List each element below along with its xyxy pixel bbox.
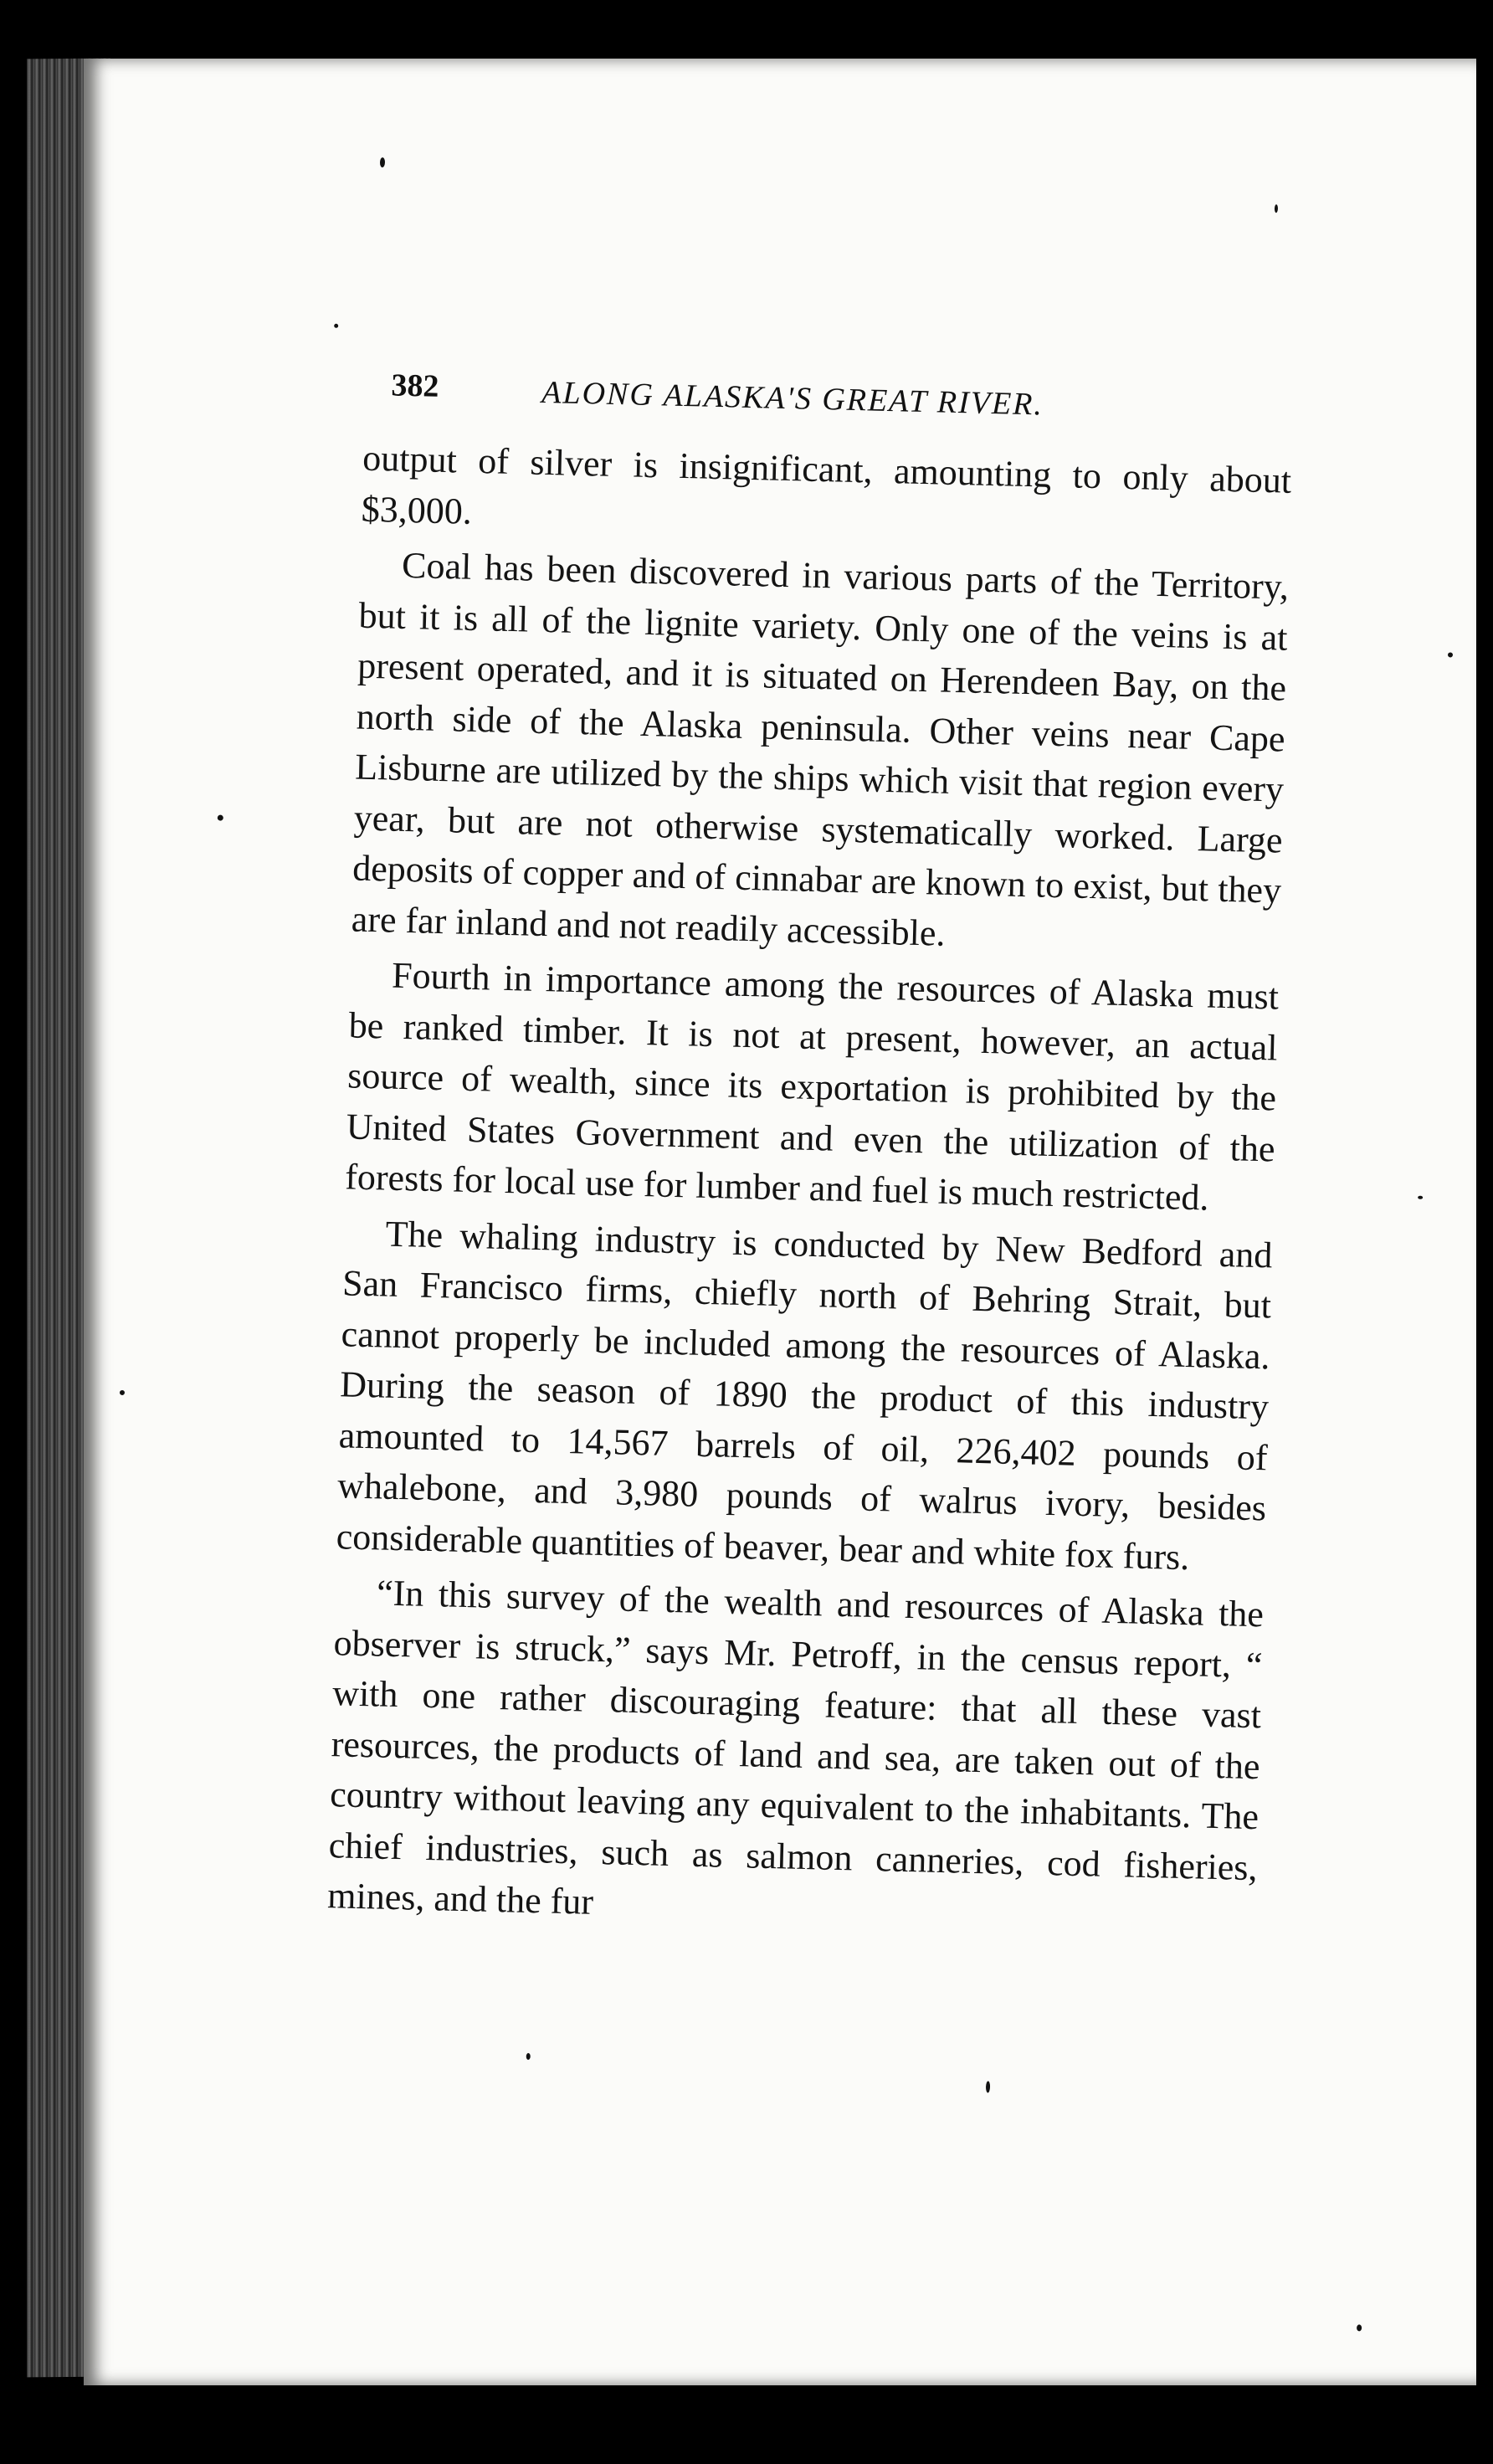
paragraph-petroff-quote: “In this survey of the wealth and resources of Alaska the observer is struck,” says Mr. Petroff, in the census report, “ with one rather discouraging feature: that all these vast resources, the products of land and sea, are taken out of the country without leaving any equivalent to the inhabitants. The chief industries, such as salmon canneries, cod fisheries, mines, and the fur <box>326 1572 1265 1922</box>
book-page <box>84 59 1476 2385</box>
body-text <box>326 434 1291 1949</box>
page-content <box>49 42 1493 2402</box>
page-number: 382 <box>390 367 439 404</box>
paragraph-continued: output of silver is insignificant, amounting to only about $3,000. <box>361 437 1292 532</box>
running-title: ALONG ALASKA'S GREAT RIVER. <box>541 374 1044 423</box>
paragraph-whaling: The whaling industry is conducted by New Bedford and San Francisco firms, chiefly north of Behring Strait, but cannot properly be included among the resources of Alaska. During the season of 1890 the product of this industry amounted to 14,567 barrels of oil, 226,402 pounds of whalebone, and 3,980 pounds of walrus ivory, besides considerable quantities of beaver, bear and white fox furs. <box>336 1213 1274 1578</box>
paragraph-coal: Coal has been discovered in various parts of the Territory, but it is all of the lignite variety. Only one of the veins is at present operated, and it is situated on Herendeen Bay, on the north side of the Alaska peninsula. Other veins near Cape Lisburne are utilized by the ships which visit that region every year, but are not otherwise systematically worked. Large deposits of copper and of cinnabar are known to exist, but they are far inland and not readily accessible. <box>351 544 1290 954</box>
paragraph-timber: Fourth in importance among the resources of Alaska must be ranked timber. It is not at present, however, an actual source of wealth, since its exportation is prohibited by the United States Government and even the utilization of the forests for local use for lumber and fuel is much restricted. <box>344 954 1280 1219</box>
running-head <box>390 367 1278 447</box>
